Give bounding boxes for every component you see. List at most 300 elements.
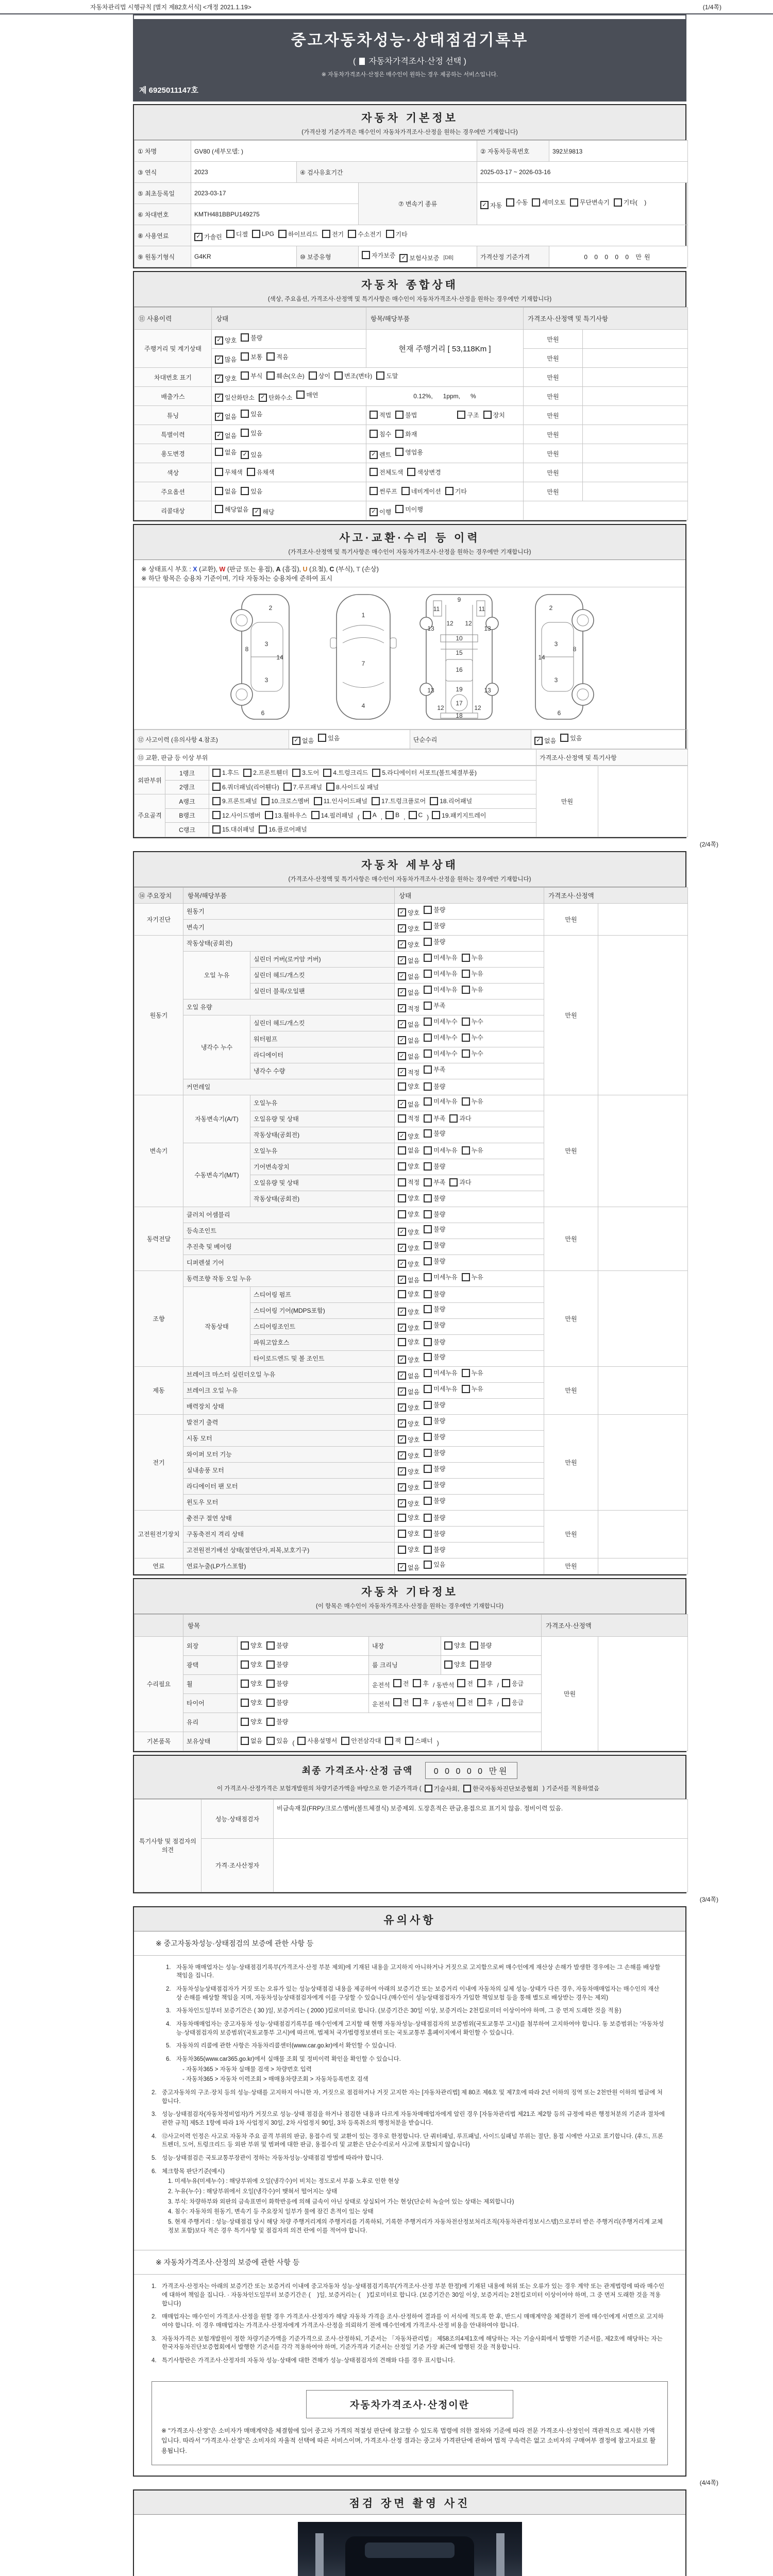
checkbox[interactable]: [398, 1228, 419, 1236]
checkbox[interactable]: [215, 412, 237, 421]
checkbox-box[interactable]: [424, 1481, 432, 1489]
checkbox[interactable]: [462, 1049, 483, 1058]
checkbox-box[interactable]: [241, 333, 249, 342]
checkbox[interactable]: [405, 1736, 433, 1745]
checkbox[interactable]: [215, 431, 237, 440]
checkbox-box[interactable]: [398, 1514, 406, 1522]
checkbox[interactable]: [215, 336, 237, 345]
checkbox-box[interactable]: [483, 411, 492, 419]
checkbox-box[interactable]: [363, 811, 371, 819]
checkbox[interactable]: [398, 1563, 419, 1572]
checkbox[interactable]: [398, 1419, 419, 1428]
checkbox[interactable]: [424, 1480, 445, 1489]
checkbox[interactable]: [398, 1499, 419, 1508]
checkbox-box[interactable]: [323, 769, 331, 777]
checkbox[interactable]: [385, 811, 399, 819]
checkbox[interactable]: [398, 1451, 419, 1460]
checkbox[interactable]: [534, 736, 556, 745]
checkbox[interactable]: [369, 468, 403, 477]
checkbox[interactable]: [278, 230, 318, 239]
checkbox-box[interactable]: [424, 1321, 432, 1329]
checkbox[interactable]: [398, 1244, 419, 1252]
checkbox-box[interactable]: [259, 825, 267, 834]
checkbox-box[interactable]: [266, 371, 275, 380]
checkbox[interactable]: [424, 1304, 445, 1313]
checkbox-box[interactable]: ✓: [194, 233, 203, 241]
checkbox-box[interactable]: [424, 1065, 432, 1074]
checkbox-box[interactable]: ✓: [253, 508, 261, 516]
checkbox-box[interactable]: [424, 1273, 432, 1281]
checkbox-box[interactable]: [462, 954, 470, 962]
checkbox-box[interactable]: [424, 986, 432, 994]
checkbox[interactable]: [532, 198, 565, 207]
checkbox-box[interactable]: [449, 1114, 458, 1123]
checkbox-box[interactable]: [369, 468, 378, 476]
checkbox-box[interactable]: [424, 1241, 432, 1249]
checkbox-box[interactable]: [266, 1641, 275, 1650]
checkbox-box[interactable]: [462, 970, 470, 978]
checkbox-box[interactable]: ✓: [399, 254, 408, 262]
checkbox[interactable]: [449, 1114, 471, 1123]
checkbox[interactable]: [376, 371, 398, 380]
checkbox[interactable]: [241, 1660, 262, 1669]
checkbox[interactable]: [398, 988, 419, 997]
checkbox-box[interactable]: [570, 198, 578, 207]
checkbox[interactable]: [444, 1641, 466, 1650]
checkbox-box[interactable]: [241, 1641, 249, 1650]
checkbox-box[interactable]: [398, 1082, 406, 1091]
checkbox[interactable]: [398, 1355, 419, 1364]
checkbox-box[interactable]: [398, 1162, 406, 1171]
checkbox-box[interactable]: ✓: [398, 1100, 406, 1108]
checkbox[interactable]: [424, 1001, 445, 1010]
checkbox[interactable]: [226, 230, 248, 239]
checkbox[interactable]: [395, 505, 423, 514]
checkbox-box[interactable]: [477, 1679, 485, 1687]
checkbox[interactable]: [215, 355, 237, 364]
checkbox[interactable]: [398, 1260, 419, 1268]
checkbox[interactable]: [424, 1416, 445, 1425]
checkbox[interactable]: [424, 1368, 457, 1377]
checkbox[interactable]: [241, 410, 262, 418]
checkbox[interactable]: [480, 201, 502, 210]
checkbox-box[interactable]: ✓: [398, 972, 406, 980]
checkbox-box[interactable]: [385, 811, 394, 819]
checkbox-box[interactable]: [393, 1698, 401, 1706]
checkbox[interactable]: [393, 1698, 409, 1707]
checkbox-box[interactable]: [226, 230, 234, 238]
checkbox-box[interactable]: [432, 811, 440, 819]
checkbox-box[interactable]: [407, 468, 415, 476]
checkbox[interactable]: [241, 1679, 262, 1688]
checkbox[interactable]: [424, 1320, 445, 1329]
checkbox[interactable]: [323, 768, 368, 777]
checkbox[interactable]: [372, 768, 477, 777]
checkbox-box[interactable]: ✓: [398, 1467, 406, 1476]
checkbox[interactable]: [398, 1308, 419, 1316]
checkbox-box[interactable]: [506, 198, 514, 207]
checkbox-box[interactable]: [266, 1699, 275, 1707]
checkbox[interactable]: [424, 1352, 445, 1361]
checkbox-box[interactable]: [532, 198, 540, 207]
checkbox[interactable]: [424, 1273, 457, 1281]
checkbox-box[interactable]: [212, 783, 221, 791]
checkbox-box[interactable]: [398, 1338, 406, 1346]
checkbox-box[interactable]: ✓: [398, 1403, 406, 1412]
checkbox-box[interactable]: [334, 371, 343, 380]
checkbox-box[interactable]: ✓: [259, 394, 267, 402]
checkbox[interactable]: [409, 811, 423, 819]
checkbox[interactable]: [398, 1290, 419, 1298]
checkbox[interactable]: [424, 1545, 445, 1554]
checkbox[interactable]: [241, 450, 262, 459]
checkbox-box[interactable]: [424, 1465, 432, 1473]
checkbox[interactable]: [430, 796, 472, 805]
checkbox-box[interactable]: [398, 1290, 406, 1298]
checkbox-box[interactable]: [395, 430, 404, 438]
checkbox[interactable]: [424, 1257, 445, 1265]
checkbox[interactable]: [398, 1545, 419, 1554]
checkbox-box[interactable]: [424, 1033, 432, 1042]
checkbox[interactable]: [462, 1033, 483, 1042]
checkbox-box[interactable]: [424, 1129, 432, 1138]
checkbox-box[interactable]: [424, 1018, 432, 1026]
checkbox[interactable]: [462, 1384, 483, 1393]
checkbox-box[interactable]: [444, 1660, 452, 1669]
checkbox-box[interactable]: [212, 825, 221, 834]
checkbox[interactable]: [424, 1194, 445, 1202]
checkbox[interactable]: [398, 1178, 419, 1187]
checkbox-box[interactable]: [266, 352, 275, 361]
checkbox[interactable]: [292, 768, 319, 777]
checkbox-box[interactable]: [252, 230, 260, 238]
checkbox[interactable]: [212, 768, 239, 777]
checkbox[interactable]: [386, 230, 408, 239]
checkbox-box[interactable]: ✓: [398, 1276, 406, 1284]
checkbox[interactable]: [398, 908, 419, 917]
checkbox-box[interactable]: [398, 1146, 406, 1155]
checkbox-box[interactable]: [424, 1210, 432, 1218]
checkbox-box[interactable]: [413, 1679, 421, 1687]
checkbox[interactable]: [398, 972, 419, 981]
checkbox-box[interactable]: [424, 1353, 432, 1361]
checkbox-box[interactable]: ✓: [398, 1004, 406, 1012]
checkbox-box[interactable]: [470, 1641, 478, 1650]
checkbox[interactable]: [407, 468, 441, 477]
checkbox[interactable]: [444, 1660, 466, 1669]
checkbox-box[interactable]: ✓: [398, 1499, 406, 1507]
checkbox-box[interactable]: [241, 429, 249, 437]
checkbox-box[interactable]: [462, 1146, 470, 1155]
checkbox[interactable]: [266, 1698, 288, 1707]
checkbox-box[interactable]: ✓: [215, 355, 223, 364]
checkbox-box[interactable]: ✓: [398, 1419, 406, 1428]
checkbox-box[interactable]: [241, 1737, 249, 1745]
checkbox[interactable]: [398, 1435, 419, 1444]
checkbox-box[interactable]: [266, 1680, 275, 1688]
checkbox[interactable]: [457, 1679, 473, 1688]
checkbox[interactable]: [247, 468, 275, 477]
checkbox-box[interactable]: ✓: [369, 451, 378, 459]
checkbox[interactable]: [398, 1068, 419, 1077]
checkbox-box[interactable]: ✓: [398, 1228, 406, 1236]
checkbox-box[interactable]: [372, 797, 380, 805]
checkbox-box[interactable]: [386, 230, 394, 238]
checkbox-box[interactable]: [243, 769, 251, 777]
checkbox[interactable]: [393, 1679, 409, 1688]
checkbox-box[interactable]: [424, 1514, 432, 1522]
checkbox-box[interactable]: [398, 1178, 406, 1187]
checkbox[interactable]: [398, 1082, 419, 1091]
checkbox-box[interactable]: [560, 734, 568, 742]
checkbox-box[interactable]: [405, 1737, 413, 1745]
checkbox[interactable]: [424, 1513, 445, 1522]
checkbox[interactable]: [398, 1467, 419, 1476]
checkbox-box[interactable]: [401, 487, 410, 495]
checkbox[interactable]: [398, 940, 419, 949]
checkbox-box[interactable]: [457, 1698, 465, 1706]
checkbox-box[interactable]: ✓: [398, 940, 406, 948]
checkbox-box[interactable]: [314, 797, 322, 805]
checkbox[interactable]: [398, 1403, 419, 1412]
checkbox[interactable]: [502, 1698, 524, 1707]
checkbox[interactable]: [259, 393, 292, 402]
checkbox-box[interactable]: ✓: [369, 508, 378, 516]
checkbox-box[interactable]: [424, 938, 432, 946]
checkbox-box[interactable]: [424, 922, 432, 930]
checkbox-box[interactable]: [241, 371, 249, 380]
checkbox-box[interactable]: [424, 1082, 432, 1091]
checkbox-box[interactable]: [297, 1737, 306, 1745]
checkbox-box[interactable]: [398, 1114, 406, 1123]
checkbox-box[interactable]: [424, 906, 432, 914]
checkbox-box[interactable]: [311, 811, 320, 819]
checkbox[interactable]: [215, 505, 248, 514]
checkbox[interactable]: [483, 411, 505, 419]
checkbox-box[interactable]: ✓: [534, 737, 543, 745]
checkbox-box[interactable]: [212, 797, 221, 805]
checkbox[interactable]: [463, 1784, 539, 1793]
checkbox[interactable]: [424, 1065, 445, 1074]
checkbox[interactable]: [424, 1162, 445, 1171]
checkbox[interactable]: [413, 1698, 429, 1707]
checkbox-box[interactable]: [212, 811, 221, 819]
checkbox[interactable]: [424, 1146, 457, 1155]
checkbox[interactable]: [424, 1448, 445, 1457]
checkbox[interactable]: [462, 985, 483, 994]
checkbox[interactable]: [470, 1660, 492, 1669]
checkbox[interactable]: [424, 1082, 445, 1091]
checkbox-box[interactable]: ✓: [398, 1355, 406, 1364]
checkbox[interactable]: [212, 825, 255, 834]
checkbox[interactable]: [266, 1641, 288, 1650]
checkbox-box[interactable]: [424, 1257, 432, 1265]
checkbox[interactable]: [266, 371, 304, 380]
checkbox[interactable]: [369, 487, 397, 496]
checkbox[interactable]: [398, 1162, 419, 1171]
checkbox[interactable]: [261, 796, 310, 805]
checkbox[interactable]: [424, 1464, 445, 1473]
checkbox[interactable]: [462, 969, 483, 978]
checkbox[interactable]: [241, 1736, 262, 1745]
checkbox[interactable]: [369, 411, 391, 419]
checkbox-box[interactable]: [424, 1561, 432, 1569]
checkbox-box[interactable]: ✓: [398, 1563, 406, 1571]
checkbox[interactable]: [470, 1641, 492, 1650]
checkbox[interactable]: [477, 1679, 493, 1688]
checkbox-box[interactable]: [241, 487, 249, 495]
checkbox[interactable]: [348, 230, 381, 239]
checkbox[interactable]: [424, 1241, 445, 1249]
checkbox[interactable]: [462, 1097, 483, 1106]
checkbox[interactable]: [424, 1210, 445, 1218]
checkbox[interactable]: [424, 1097, 457, 1106]
checkbox[interactable]: [309, 371, 330, 380]
checkbox[interactable]: [341, 1736, 381, 1745]
checkbox[interactable]: [314, 796, 367, 805]
checkbox[interactable]: [266, 1736, 288, 1745]
checkbox[interactable]: [212, 783, 279, 791]
checkbox[interactable]: [398, 1483, 419, 1492]
checkbox-box[interactable]: [398, 1210, 406, 1218]
checkbox[interactable]: [424, 953, 457, 962]
checkbox-box[interactable]: [462, 1369, 470, 1377]
checkbox-box[interactable]: [322, 230, 330, 238]
checkbox[interactable]: [252, 230, 274, 238]
checkbox[interactable]: [398, 1004, 419, 1013]
checkbox[interactable]: [241, 429, 262, 437]
checkbox[interactable]: [424, 1432, 445, 1441]
checkbox[interactable]: [424, 1225, 445, 1233]
checkbox[interactable]: [322, 230, 344, 239]
checkbox-box[interactable]: [457, 1679, 465, 1687]
checkbox[interactable]: [369, 507, 391, 516]
checkbox-box[interactable]: ✓: [215, 394, 223, 402]
checkbox[interactable]: [212, 811, 261, 820]
checkbox[interactable]: [398, 1146, 419, 1155]
checkbox[interactable]: [424, 1049, 457, 1058]
checkbox-box[interactable]: ✓: [215, 432, 223, 440]
checkbox-box[interactable]: [341, 1737, 349, 1745]
checkbox[interactable]: [398, 1387, 419, 1396]
checkbox[interactable]: [363, 811, 377, 819]
checkbox[interactable]: [424, 1529, 445, 1538]
checkbox[interactable]: [241, 1698, 262, 1707]
checkbox[interactable]: [311, 811, 354, 820]
checkbox-box[interactable]: [502, 1679, 510, 1687]
checkbox-box[interactable]: ✓: [398, 988, 406, 996]
checkbox-box[interactable]: [462, 986, 470, 994]
checkbox-box[interactable]: ✓: [398, 1324, 406, 1332]
checkbox-box[interactable]: [502, 1698, 510, 1706]
checkbox[interactable]: [398, 1276, 419, 1284]
checkbox-box[interactable]: [398, 1546, 406, 1554]
checkbox[interactable]: [362, 251, 395, 260]
checkbox-box[interactable]: [424, 1417, 432, 1425]
checkbox-box[interactable]: [424, 1369, 432, 1377]
checkbox-box[interactable]: [241, 352, 249, 361]
checkbox-box[interactable]: [413, 1698, 421, 1706]
checkbox[interactable]: [432, 811, 486, 820]
checkbox-box[interactable]: [445, 487, 453, 495]
checkbox-box[interactable]: [425, 1785, 432, 1792]
checkbox-box[interactable]: [424, 1385, 432, 1393]
checkbox-box[interactable]: ✓: [398, 1020, 406, 1028]
checkbox-box[interactable]: [424, 1449, 432, 1457]
checkbox-box[interactable]: [395, 411, 404, 419]
checkbox[interactable]: [398, 1020, 419, 1029]
checkbox[interactable]: [462, 1273, 483, 1281]
checkbox-box[interactable]: ✓: [398, 1260, 406, 1268]
checkbox[interactable]: [385, 1736, 401, 1745]
checkbox[interactable]: [424, 921, 445, 930]
checkbox-box[interactable]: ✓: [398, 1132, 406, 1140]
checkbox-box[interactable]: [369, 430, 378, 438]
checkbox[interactable]: [318, 734, 340, 742]
checkbox-box[interactable]: [463, 1785, 471, 1792]
checkbox-box[interactable]: [462, 1385, 470, 1393]
checkbox[interactable]: [241, 1717, 262, 1726]
checkbox[interactable]: [266, 1660, 288, 1669]
checkbox-box[interactable]: [462, 1033, 470, 1042]
checkbox-box[interactable]: ✓: [398, 1435, 406, 1444]
checkbox-box[interactable]: [215, 487, 223, 495]
checkbox-box[interactable]: [398, 1530, 406, 1538]
checkbox-box[interactable]: [318, 734, 326, 742]
checkbox[interactable]: [398, 924, 419, 933]
checkbox[interactable]: [425, 1784, 460, 1793]
checkbox-box[interactable]: [424, 1401, 432, 1409]
checkbox-box[interactable]: ✓: [398, 1244, 406, 1252]
checkbox-box[interactable]: [215, 468, 223, 476]
checkbox-box[interactable]: [265, 811, 273, 819]
checkbox-box[interactable]: ✓: [398, 956, 406, 964]
checkbox[interactable]: [241, 352, 262, 361]
checkbox-box[interactable]: [398, 1194, 406, 1202]
checkbox[interactable]: [445, 487, 467, 496]
checkbox[interactable]: [212, 796, 257, 805]
checkbox[interactable]: [369, 450, 391, 459]
checkbox-box[interactable]: [212, 769, 221, 777]
checkbox-box[interactable]: ✓: [398, 1068, 406, 1076]
checkbox[interactable]: [424, 1560, 445, 1569]
checkbox[interactable]: [398, 1513, 419, 1522]
checkbox-box[interactable]: [395, 448, 404, 456]
checkbox[interactable]: [296, 391, 318, 399]
checkbox[interactable]: [424, 1384, 457, 1393]
checkbox[interactable]: [413, 1679, 429, 1688]
checkbox-box[interactable]: [296, 391, 305, 399]
checkbox[interactable]: [372, 796, 426, 805]
checkbox[interactable]: [241, 487, 262, 496]
checkbox-box[interactable]: ✓: [241, 451, 249, 459]
checkbox-box[interactable]: [395, 505, 404, 513]
checkbox[interactable]: [215, 468, 243, 477]
checkbox-box[interactable]: [424, 1146, 432, 1155]
checkbox[interactable]: [398, 1132, 419, 1141]
checkbox[interactable]: [241, 1641, 262, 1650]
checkbox-box[interactable]: [424, 1114, 432, 1123]
checkbox-box[interactable]: [362, 251, 370, 259]
checkbox-box[interactable]: [215, 505, 223, 513]
checkbox[interactable]: [259, 825, 307, 834]
checkbox-box[interactable]: ✓: [398, 924, 406, 933]
checkbox[interactable]: [266, 1717, 288, 1726]
checkbox[interactable]: [292, 736, 314, 745]
checkbox-box[interactable]: ✓: [292, 737, 300, 745]
checkbox-box[interactable]: [266, 1718, 275, 1726]
checkbox[interactable]: [424, 1400, 445, 1409]
